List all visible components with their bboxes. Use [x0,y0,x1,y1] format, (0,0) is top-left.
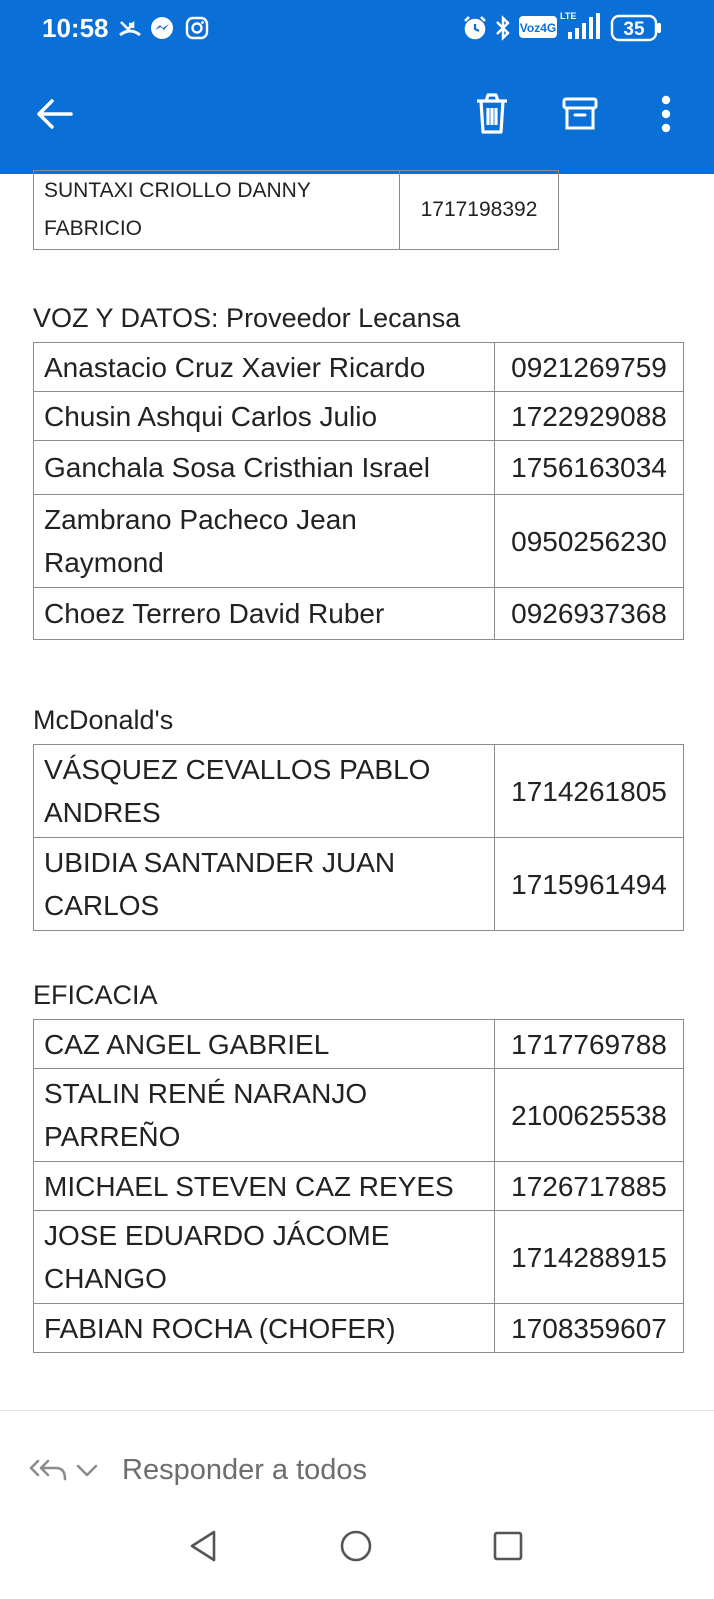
top-table [33,170,559,250]
table-row [34,745,684,838]
id-cell: 2100625538 [495,1069,684,1162]
delete-button[interactable] [468,92,516,140]
table-row [34,1162,684,1211]
table-row [34,588,684,640]
status-bar [0,0,714,56]
nav-back-icon [186,1551,222,1568]
chevron-down-icon[interactable] [74,1455,104,1485]
name-cell: SUNTAXI CRIOLLO DANNY FABRICIO [34,171,400,250]
id-cell: 0950256230 [495,495,684,588]
name-cell: CAZ ANGEL GABRIEL [34,1020,495,1069]
more-options-button[interactable] [646,92,686,140]
id-cell: 1708359607 [495,1304,684,1353]
id-cell: 1715961494 [495,838,684,931]
id-cell: 1714288915 [495,1211,684,1304]
nav-recents-button[interactable] [490,1528,530,1568]
bluetooth-icon [494,15,512,46]
contacts-table [33,1019,684,1353]
table-row [34,1020,684,1069]
name-cell: MICHAEL STEVEN CAZ REYES [34,1162,495,1211]
app-bar [0,0,714,174]
table-row [34,1211,684,1304]
reply-divider [0,1410,714,1411]
alarm-icon [462,15,488,46]
more-vertical-icon [660,94,672,139]
contacts-table [33,744,684,931]
section-title: McDonald's [33,705,174,735]
id-cell: 0921269759 [495,343,684,392]
instagram-icon [185,16,209,45]
table-row [34,343,684,392]
arrow-left-icon [33,93,75,140]
status-time: 10:58 [42,13,109,43]
nav-back-button[interactable] [186,1528,226,1568]
nav-home-button[interactable] [338,1528,378,1568]
table-row [34,1304,684,1353]
trash-icon [472,92,512,141]
svg-text:35: 35 [623,19,645,40]
nav-recents-icon [490,1551,526,1568]
section-title: EFICACIA [33,980,158,1010]
id-cell: 1717198392 [400,171,559,250]
name-cell: JOSE EDUARDO JÁCOME CHANGO [34,1211,495,1304]
name-cell: VÁSQUEZ CEVALLOS PABLO ANDRES [34,745,495,838]
system-nav-bar [0,1520,714,1599]
id-cell: 1717769788 [495,1020,684,1069]
archive-button[interactable] [556,92,604,140]
nav-home-icon [338,1551,374,1568]
id-cell: 1726717885 [495,1162,684,1211]
signal-icon [560,10,604,47]
name-cell: Ganchala Sosa Cristhian Israel [34,441,495,495]
table-row [34,495,684,588]
section-title: VOZ Y DATOS: Proveedor Lecansa [33,303,461,333]
back-button[interactable] [30,92,78,140]
missed-call-icon [118,16,142,43]
reply-all-icon[interactable] [28,1455,68,1485]
archive-icon [560,94,600,139]
table-row [34,171,559,250]
id-cell: 1714261805 [495,745,684,838]
table-row [34,1069,684,1162]
id-cell: 0926937368 [495,588,684,640]
messenger-icon [150,16,174,45]
battery-icon [610,14,662,47]
contacts-table [33,342,684,640]
svg-text:Voz4G: Voz4G [519,21,557,35]
name-cell: Chusin Ashqui Carlos Julio [34,392,495,441]
name-cell: FABIAN ROCHA (CHOFER) [34,1304,495,1353]
table-row [34,441,684,495]
reply-all-bar[interactable] [28,1446,367,1494]
id-cell: 1756163034 [495,441,684,495]
name-cell: Zambrano Pacheco Jean Raymond [34,495,495,588]
table-row [34,838,684,931]
svg-text:LTE: LTE [560,11,577,21]
id-cell: 1722929088 [495,392,684,441]
name-cell: STALIN RENÉ NARANJO PARREÑO [34,1069,495,1162]
voz4g-badge [518,14,558,45]
reply-all-label[interactable]: Responder a todos [122,1453,368,1486]
name-cell: Anastacio Cruz Xavier Ricardo [34,343,495,392]
name-cell: Choez Terrero David Ruber [34,588,495,640]
table-row [34,392,684,441]
name-cell: UBIDIA SANTANDER JUAN CARLOS [34,838,495,931]
